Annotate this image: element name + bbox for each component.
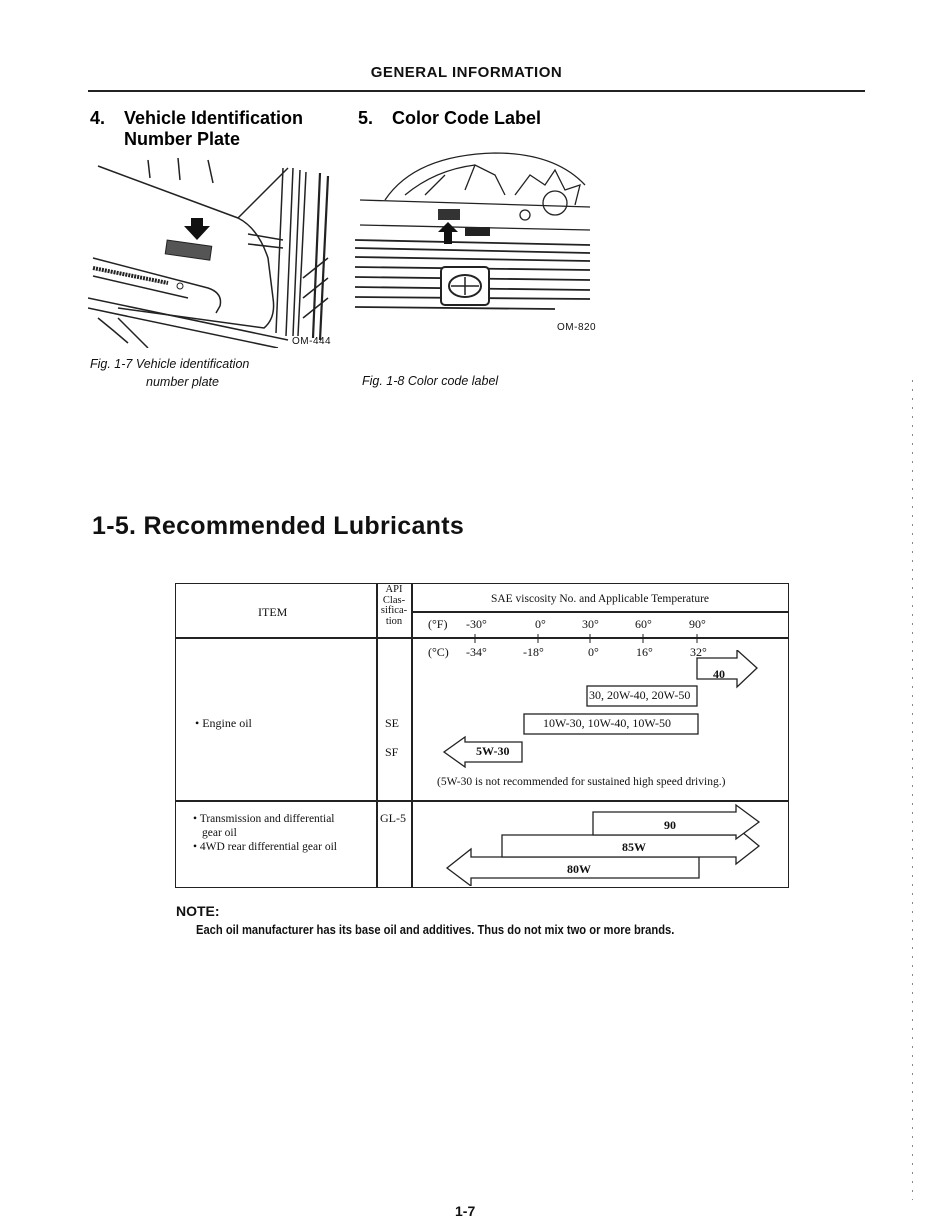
scale-c-tick: -18° — [523, 645, 544, 659]
scale-f-tick: -30° — [466, 617, 487, 631]
header-api-line3: sifica- — [380, 605, 408, 616]
scale-f-tick: 30° — [582, 617, 599, 631]
header-api — [377, 585, 411, 627]
figure-1-7-caption — [90, 355, 249, 391]
section-4-title-line1: Vehicle Identification — [124, 108, 304, 128]
row-engine-oil-item: • Engine oil — [195, 716, 252, 730]
grade-label-30-20w40-20w50: 30, 20W-40, 20W-50 — [589, 688, 691, 702]
engine-oil-viscosity-chart — [411, 650, 789, 770]
row-gear-oil-item-line1: • Transmission and differential — [193, 813, 335, 825]
grade-label-40: 40 — [713, 667, 725, 681]
color-code-illustration — [355, 145, 595, 325]
row-engine-oil-api-se: SE — [385, 716, 400, 730]
header-rule — [88, 90, 865, 92]
scale-f-tick: 90° — [689, 617, 706, 631]
grade-label-5w30: 5W-30 — [476, 744, 510, 758]
figure-1-7-caption-line2: number plate — [146, 375, 219, 389]
grade-label-10w: 10W-30, 10W-40, 10W-50 — [543, 716, 671, 730]
scale-c-tick: -34° — [466, 645, 487, 659]
row-engine-oil-api-sf: SF — [385, 745, 399, 759]
row-gear-oil-item-line2: gear oil — [202, 827, 237, 839]
header-api-line1: API — [385, 584, 403, 595]
vin-plate-illustration — [88, 158, 338, 348]
table-divider-item — [376, 583, 378, 888]
row-gear-oil-api: GL-5 — [380, 811, 406, 825]
grade-arrow-90 — [593, 805, 759, 839]
section-4-number: 4. — [90, 108, 106, 128]
scale-f-tick: 60° — [635, 617, 652, 631]
figure-1-7-caption-line1: Fig. 1-7 Vehicle identification — [90, 357, 250, 371]
section-4-title-line2: Number Plate — [124, 129, 241, 149]
scale-tick-marks — [411, 631, 789, 643]
scale-f-unit: (°F) — [428, 617, 448, 631]
section-5-title-text: Color Code Label — [392, 108, 542, 128]
note-heading: NOTE: — [176, 903, 220, 919]
note-body: Each oil manufacturer has its base oil and additives. Thus do not mix two or more brands. — [196, 922, 675, 937]
grade-label-90: 90 — [664, 818, 676, 832]
header-sae: SAE viscosity No. and Applicable Temperature — [490, 593, 710, 605]
row-gear-oil-item-line3: • 4WD rear differential gear oil — [193, 841, 337, 853]
figure-code-om-820: OM-820 — [557, 322, 597, 333]
scale-c-tick: 0° — [588, 645, 599, 659]
lubricants-section-title: 1-5. Recommended Lubricants — [92, 512, 465, 540]
page-number: 1-7 — [455, 1203, 476, 1219]
running-header: GENERAL INFORMATION — [370, 64, 563, 81]
scale-c-unit: (°C) — [428, 645, 449, 659]
section-4-title — [90, 108, 303, 150]
grade-label-85w: 85W — [622, 840, 646, 854]
scale-c-tick: 16° — [636, 645, 653, 659]
scale-c-tick: 32° — [690, 645, 707, 659]
header-api-line4: tion — [385, 615, 403, 627]
engine-oil-footnote: (5W-30 is not recommended for sustained high speed driving.) — [437, 776, 726, 788]
figure-code-om-444: OM-444 — [292, 336, 332, 347]
header-api-line2: Clas- — [382, 594, 406, 606]
grade-arrow-40 — [697, 650, 757, 687]
gear-oil-viscosity-chart — [411, 802, 789, 886]
scan-edge-artifact — [912, 380, 913, 1200]
section-5-title — [358, 108, 541, 129]
scale-f-tick: 0° — [535, 617, 546, 631]
grade-label-80w: 80W — [567, 862, 591, 876]
section-5-number: 5. — [358, 108, 374, 128]
header-item: ITEM — [258, 605, 288, 619]
figure-1-8-caption: Fig. 1-8 Color code label — [362, 374, 499, 388]
table-divider-sae-header — [411, 611, 789, 613]
row-gear-oil-item — [193, 812, 337, 854]
